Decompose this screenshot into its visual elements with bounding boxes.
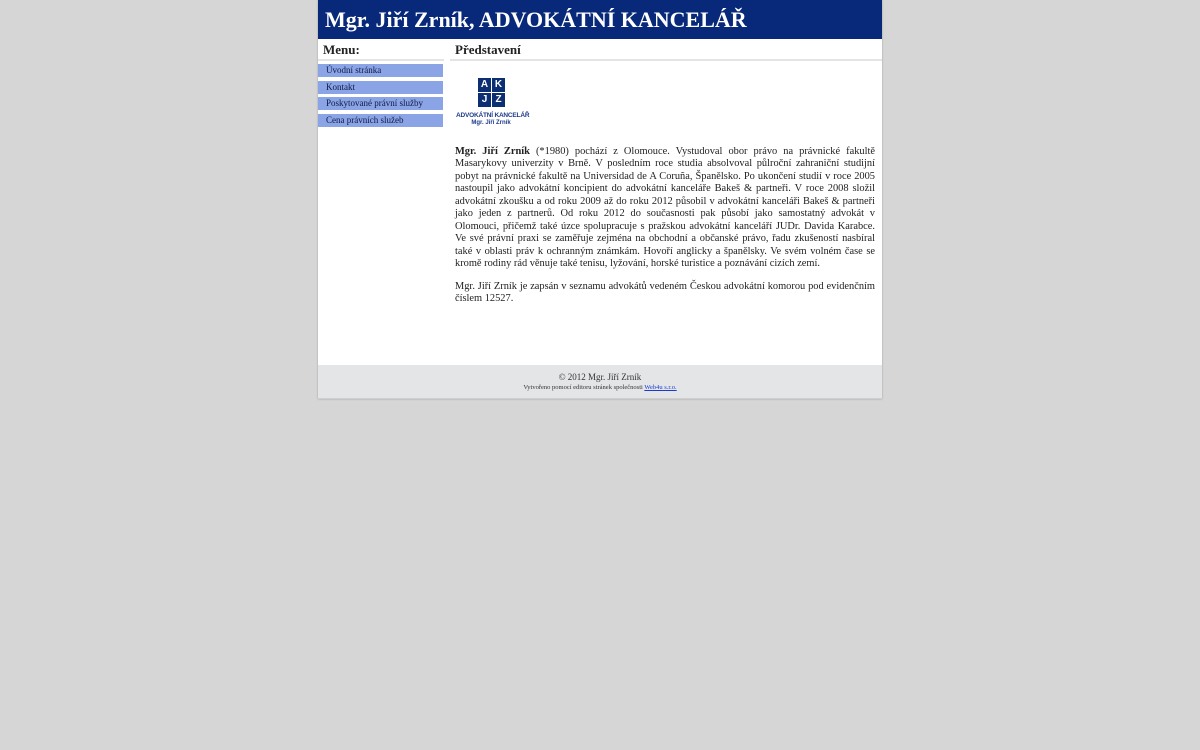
- copyright: © 2012 Mgr. Jiří Zrník: [558, 372, 642, 382]
- akjz-logo: [456, 78, 530, 126]
- site-footer: [318, 365, 882, 399]
- menu-item-uvodni-stranka[interactable]: Úvodní stránka: [318, 64, 443, 77]
- main-content: [450, 39, 882, 365]
- menu-item-cena-sluzeb[interactable]: Cena právních služeb: [318, 114, 443, 127]
- credit-text: Vytvořeno pomocí editoru stránek společnosti: [523, 384, 645, 391]
- logo-letter: J: [478, 93, 491, 107]
- registration-paragraph: Mgr. Jiří Zrník je zapsán v seznamu advokátů vedeném Českou advokátní komorou pod evidenčním číslem 12527.: [455, 280, 875, 304]
- logo-letter: K: [492, 78, 505, 92]
- bio-text: (*1980) pochází z Olomouce. Vystudoval obor právo na právnické fakultě Masarykovy univerzity v Brně. V posledním roce studia absolvoval půlroční zahraniční studijní pobyt na právnické fakultě na Universidad de A Coruña, Španělsko. Po ukončení studií v roce 2005 nastoupil jako advokátní koncipient do advokátní kanceláře Bakeš & partneři. V roce 2008 složil advokátní zkoušku a od roku 2009 až do roku 2012 působil v advokátní kanceláři Bakeš & partneři jako jeden z partnerů. Od roku 2012 do současnosti pak působí jako samostatný advokát v Olomouci, přičemž také úzce spolupracuje s pražskou advokátní kanceláří JUDr. Davida Karabce. Ve své právní praxi se zaměřuje zejména na obchodní a občanské právo, řadu zkušeností nasbíral také v oblasti práv k ochranným známkám. Hovoří anglicky a španělsky. Ve svém volném čase se kromě rodiny rád věnuje také tenisu, lyžování, horské turistice a poznávání cizích zemí.: [455, 146, 875, 270]
- logo-letter: Z: [492, 93, 505, 107]
- sidebar: [318, 39, 444, 365]
- logo-line1: ADVOKÁTNÍ KANCELÁŘ: [456, 112, 530, 119]
- columns: [318, 39, 882, 365]
- web4u-link[interactable]: Web4u s.r.o.: [644, 384, 677, 391]
- logo-mark-icon: [478, 78, 505, 108]
- menu-item-kontakt[interactable]: Kontakt: [318, 81, 443, 94]
- site-header: [318, 0, 882, 39]
- site-title: Mgr. Jiří Zrník, ADVOKÁTNÍ KANCELÁŘ: [325, 7, 747, 32]
- menu-item-pravni-sluzby[interactable]: Poskytované právní služby: [318, 97, 443, 110]
- menu-heading: Menu:: [318, 41, 444, 61]
- logo-line2: Mgr. Jiří Zrník: [471, 120, 511, 126]
- page-container: [318, 0, 882, 399]
- bio-name: Mgr. Jiří Zrník: [455, 146, 530, 157]
- credit-line: [318, 383, 882, 392]
- bio-paragraph: [450, 146, 882, 271]
- logo-letter: A: [478, 78, 491, 92]
- page-title: Představení: [450, 41, 882, 61]
